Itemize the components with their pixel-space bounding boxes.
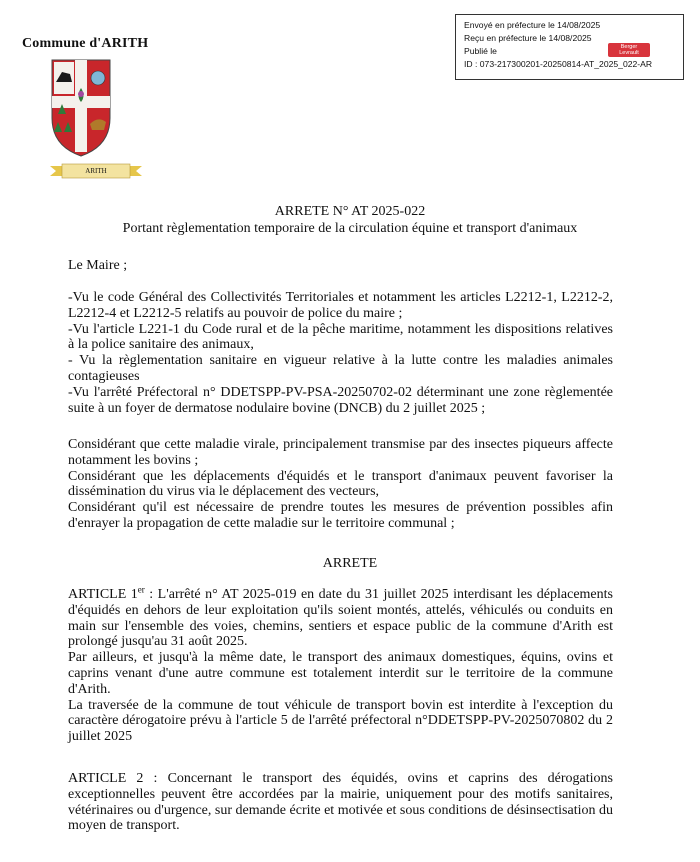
- article-2-text: : Concernant le transport des équidés, ovins et caprins des dérogations exceptionnelles peuvent être accordées par la mairie, uniquement pour des motifs sanitaires, vétérinaires ou d'urgence, sur demande écrite et motivée et sous conditions de désinsectisation du moyen de transport.: [68, 771, 613, 834]
- stamp-published: Publié le: [464, 46, 497, 56]
- stamp-received: Reçu en préfecture le 14/08/2025: [464, 33, 592, 43]
- visa-item: -Vu l'article L221-1 du Code rural et de la pêche maritime, notamment les dispositions relatives à la police sanitaire des animaux,: [68, 321, 613, 353]
- coat-of-arms-icon: [50, 58, 112, 158]
- banner-ribbon: [50, 162, 142, 180]
- article-1-label: ARTICLE 1: [68, 587, 138, 602]
- article-1-text: : L'arrêté n° AT 2025-019 en date du 31 juillet 2025 interdisant les déplacements d'équidés en dehors de leur exploitation qu'ils soient montés, attelés, véhiculés ou conduits en main sur l'ensemble des voies, chemins, sentiers et espace public de la commune d'Arith est prolongé jusqu'au 31 août 2025.: [68, 587, 613, 650]
- considerant-item: Considérant que les déplacements d'équidés et le transport d'animaux peuvent favoriser la dissémination du virus via le déplacement des vecteurs,: [68, 468, 613, 500]
- title-block: [0, 203, 700, 237]
- article-1-sup: er: [137, 584, 145, 595]
- considerant-item: Considérant qu'il est nécessaire de prendre toutes les mesures de prévention possibles afin d'enrayer la propagation de cette maladie sur le territoire communal ;: [68, 500, 613, 531]
- le-maire: Le Maire ;: [68, 258, 128, 273]
- article-1-para: [68, 584, 613, 650]
- prefecture-stamp: [455, 14, 684, 80]
- visas-section: [68, 290, 613, 416]
- article-1: [68, 584, 613, 745]
- article-1-para2: Par ailleurs, et jusqu'à la même date, le transport des animaux domestiques, équins, ovins et caprins venant d'une autre commune est totalement interdit sur le territoire de la commune d'Arith.: [68, 650, 613, 697]
- article-2-para: [68, 771, 613, 834]
- article-1-para3: La traversée de la commune de tout véhicule de transport bovin est interdite à l'exception du caractère dérogatoire prévu à l'article 5 de l'arrêté préfectoral n°DDETSPP-PV-2025070802 du 2 juillet 2025: [68, 697, 613, 745]
- commune-name: Commune d'ARITH: [22, 36, 149, 51]
- considerant-item: Considérant que cette maladie virale, principalement transmise par des insectes piqueurs affecte notamment les bovins ;: [68, 437, 613, 468]
- stamp-sent: Envoyé en préfecture le 14/08/2025: [464, 20, 601, 30]
- considerants-section: [68, 437, 613, 532]
- article-2: [68, 771, 613, 834]
- visa-item: -Vu l'arrêté Préfectoral n° DDETSPP-PV-PSA-20250702-02 déterminant une zone règlementée suite à un foyer de dermatose nodulaire bovine (DNCB) du 2 juillet 2025 ;: [68, 384, 613, 416]
- arrete-subtitle: Portant règlementation temporaire de la circulation équine et transport d'animaux: [122, 221, 578, 236]
- stamp-id: ID : 073-217300201-20250814-AT_2025_022-AR: [464, 59, 653, 69]
- arrete-heading: ARRETE: [322, 556, 378, 571]
- article-2-label: ARTICLE 2: [68, 771, 144, 786]
- visa-item: - Vu la règlementation sanitaire en vigueur relative à la lutte contre les maladies animales contagieuses: [68, 353, 613, 384]
- berger-levrault-logo: Berger Levrault: [608, 43, 650, 57]
- arrete-number: ARRETE N° AT 2025-022: [274, 204, 426, 219]
- visa-item: -Vu le code Général des Collectivités Territoriales et notamment les articles L2212-1, L2212-2, L2212-4 et L2212-5 relatifs au pouvoir de police du maire ;: [68, 290, 613, 321]
- banner-text: ARITH: [85, 167, 107, 175]
